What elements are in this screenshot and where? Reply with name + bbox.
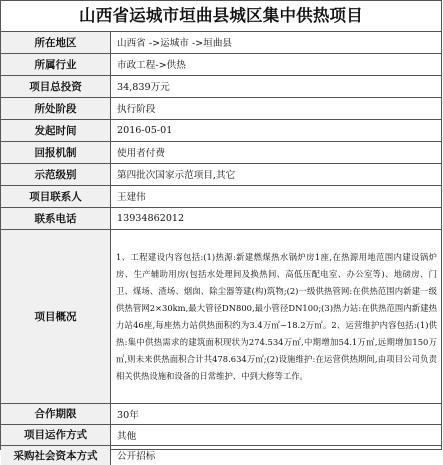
project-info-table [1,32,441,465]
industry-value: 市政工程->供热 [111,53,442,75]
row-label: 所处阶段 [1,97,111,119]
table-row-demo-level [1,163,441,185]
row-label: 项目联系人 [1,185,111,207]
row-label: 发起时间 [1,119,111,141]
table-row-industry [1,53,441,75]
overview-text: 1、工程建设内容包括:(1)热源:新建燃煤热水锅炉房1座,在热源用地范围内建设锅炉房、生产辅助用房(包括水处理间及换热间、高低压配电室、办公室等)、地磅房、门卫、煤场、渣场、烟囱、除尘器等建(构)筑物;(2)一级供热管网:在供热范围内新建一级供热管网2×30km,最大管径DN800,最小管径DN100;(3)热力站:在供热范围内新建热力站46座,每座热力站供热面积约为3.4万㎡~18.2万㎡。2、运营维护内容包括:(1)供热:集中供热需求的建筑面积现状为274.534万㎡,中期增加54.1万㎡,远期增加150万㎡,则未来供热面积合计共478.634万㎡;(2)设施维护:在运营供热期间,由项目公司负责相关供热设施和设备的日常维护、中到大修等工作。 [111,229,442,403]
start-date-value: 2016-05-01 [111,119,442,141]
row-label: 所在地区 [1,32,111,53]
table-row-procurement [1,445,441,465]
table-row-investment [1,75,441,97]
row-label: 合作期限 [1,403,111,424]
table-row-stage [1,97,441,119]
table-row-return-mechanism [1,141,441,163]
contact-value: 王建伟 [111,185,442,207]
row-label: 项目总投资 [1,75,111,97]
row-label: 项目概况 [1,229,111,403]
return-mechanism-value: 使用者付费 [111,141,442,163]
region-value: 山西省 ->运城市 ->垣曲县 [111,32,442,53]
table-row-region [1,32,441,53]
row-label: 项目运作方式 [1,424,111,445]
demo-level-value: 第四批次国家示范项目,其它 [111,163,442,185]
term-value: 30年 [111,403,442,424]
row-label: 采购社会资本方式 [1,445,111,465]
table-row-start-date [1,119,441,141]
phone-value: 13934862012 [111,207,442,229]
procurement-value: 公开招标 [111,445,442,465]
row-label: 回报机制 [1,141,111,163]
table-row-contact [1,185,441,207]
operation-mode-value: 其他 [111,424,442,445]
stage-value: 执行阶段 [111,97,442,119]
project-title: 山西省运城市垣曲县城区集中供热项目 [1,1,441,32]
table-row-term [1,403,441,424]
table-row-overview [1,229,441,403]
table-row-operation-mode [1,424,441,445]
investment-value: 34,839万元 [111,75,442,97]
row-label: 示范级别 [1,163,111,185]
row-label: 联系电话 [1,207,111,229]
row-label: 所属行业 [1,53,111,75]
table-row-phone [1,207,441,229]
